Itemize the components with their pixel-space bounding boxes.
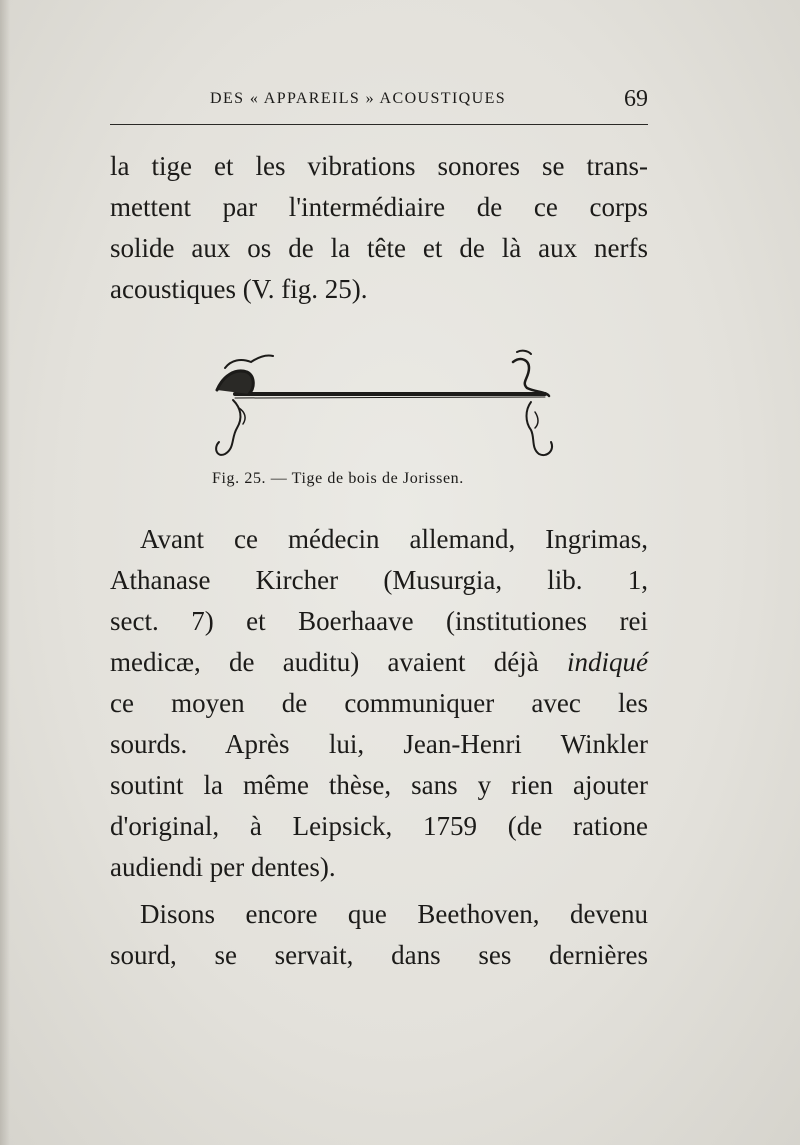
text-line: mettent par l'intermédiaire de ce corps	[110, 192, 648, 222]
text-segment: medicæ, de auditu) avaient déjà	[110, 647, 567, 677]
text-line: sourds. Après lui, Jean-Henri Winkler	[110, 729, 648, 759]
text-line	[110, 644, 648, 680]
text-line: ce moyen de communiquer avec les	[110, 688, 648, 718]
running-title: DES « APPAREILS » ACOUSTIQUES	[210, 90, 507, 107]
header-rule	[110, 124, 648, 125]
page-number: 69	[624, 86, 648, 112]
text-line: acoustiques (V. fig. 25).	[110, 274, 368, 304]
text-line: d'original, à Leipsick, 1759 (de ratione	[110, 811, 648, 841]
text-line: Avant ce médecin allemand, Ingrimas,	[140, 524, 648, 554]
page-edge-shadow	[0, 0, 10, 1145]
text-line: audiendi per dentes).	[110, 852, 336, 882]
text-line: soutint la même thèse, sans y rien ajouter	[110, 770, 648, 800]
text-line: Athanase Kircher (Musurgia, lib. 1,	[110, 565, 648, 595]
running-head	[110, 86, 648, 116]
text-line: solide aux os de la tête et de là aux nerfs	[110, 233, 648, 263]
text-line: la tige et les vibrations sonores se trans-	[110, 151, 648, 181]
text-line: sect. 7) et Boerhaave (institutiones rei	[110, 606, 648, 636]
figure-caption: Fig. 25. — Tige de bois de Jorissen.	[212, 470, 464, 487]
text-line: Disons encore que Beethoven, devenu	[140, 899, 648, 929]
jorissen-rod-figure	[195, 338, 565, 468]
text-line: sourd, se servait, dans ses dernières	[110, 940, 648, 970]
italic-word: indiqué	[567, 647, 648, 677]
